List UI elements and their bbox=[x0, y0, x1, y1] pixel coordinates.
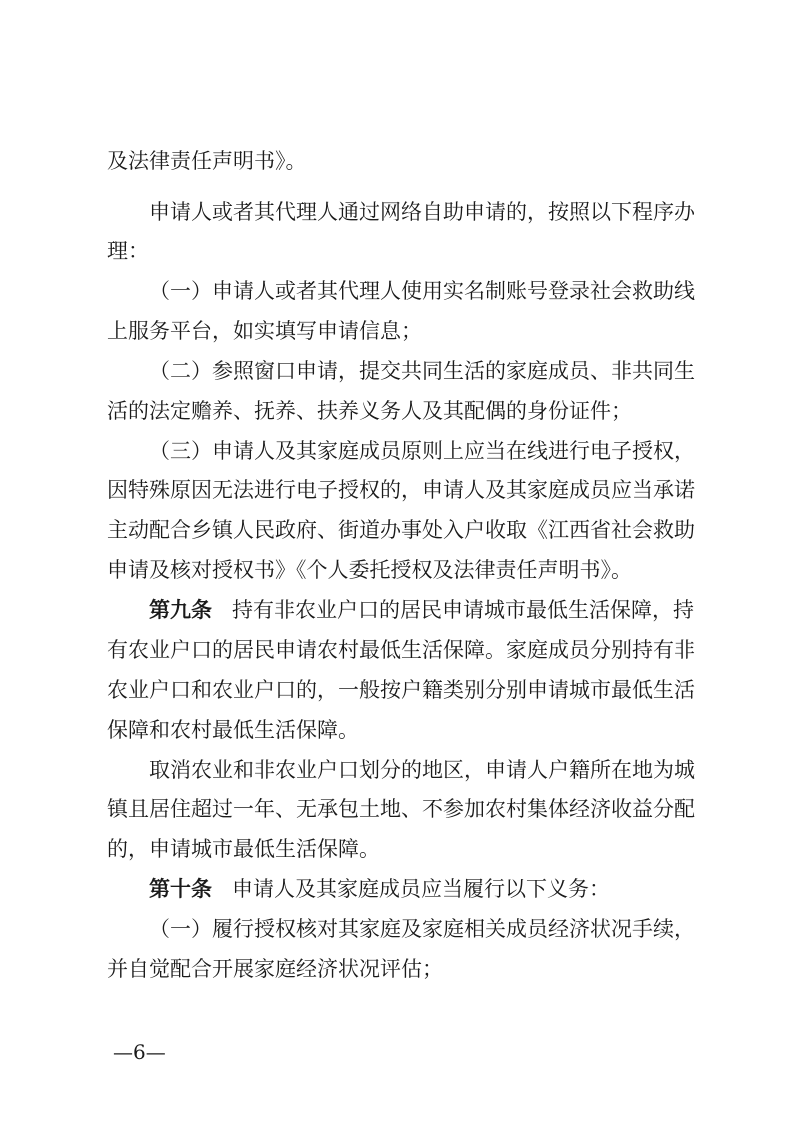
text-line: 农业户口和农业户口的，一般按户籍类别分别申请城市最低生活 bbox=[107, 678, 695, 702]
text-line: （一）申请人或者其代理人使用实名制账号登录社会救助线 bbox=[149, 279, 695, 303]
article-10-title: 第十条 bbox=[149, 877, 212, 901]
text-line: 及法律责任声明书》。 bbox=[107, 149, 307, 173]
text-line: （三）申请人及其家庭成员原则上应当在线进行电子授权， bbox=[149, 439, 695, 463]
text-line: 因特殊原因无法进行电子授权的，申请人及其家庭成员应当承诺 bbox=[107, 478, 695, 502]
text-line: （二）参照窗口申请，提交共同生活的家庭成员、非共同生 bbox=[149, 359, 695, 383]
text-line: 申请人或者其代理人通过网络自助申请的，按照以下程序办 bbox=[149, 200, 695, 224]
article-10-line bbox=[149, 877, 692, 901]
text-line: 活的法定赡养、抚养、扶养义务人及其配偶的身份证件； bbox=[107, 399, 632, 423]
text-line: 保障和农村最低生活保障。 bbox=[107, 718, 359, 742]
text-line: 申请及核对授权书》《个人委托授权及法律责任声明书》。 bbox=[107, 558, 632, 582]
text-line: 有农业户口的居民申请农村最低生活保障。家庭成员分别持有非 bbox=[107, 638, 695, 662]
text-line: 的，申请城市最低生活保障。 bbox=[107, 837, 380, 861]
text-line: 镇且居住超过一年、无承包土地、不参加农村集体经济收益分配 bbox=[107, 797, 695, 821]
page-number: —6— bbox=[113, 1040, 166, 1064]
article-10-text: 申请人及其家庭成员应当履行以下义务： bbox=[232, 877, 611, 901]
text-line: 主动配合乡镇人民政府、街道办事处入户收取《江西省社会救助 bbox=[107, 518, 695, 542]
article-9-line bbox=[149, 598, 695, 622]
article-9-title: 第九条 bbox=[149, 598, 212, 622]
article-9-text: 持有非农业户口的居民申请城市最低生活保障，持 bbox=[232, 598, 695, 622]
text-line: 取消农业和非农业户口划分的地区，申请人户籍所在地为城 bbox=[149, 758, 695, 782]
text-line: 理： bbox=[107, 239, 149, 263]
text-line: （一）履行授权核对其家庭及家庭相关成员经济状况手续， bbox=[149, 917, 695, 941]
text-line: 上服务平台，如实填写申请信息； bbox=[107, 319, 422, 343]
text-line: 并自觉配合开展家庭经济状况评估； bbox=[107, 957, 443, 981]
